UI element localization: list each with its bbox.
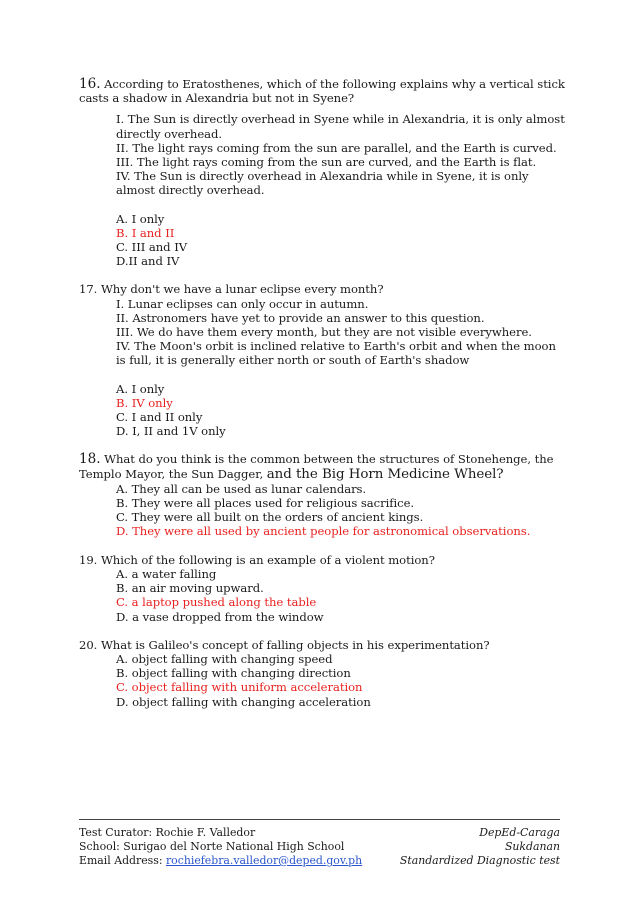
question-text-continued: and the Big Horn Medicine Wheel? [266, 466, 504, 482]
statement: IV. The Sun is directly overhead in Alexandria while in Syene, it is only almost directly overhead. [116, 169, 529, 198]
school-text: School: Surigao del Norte National High School [79, 840, 345, 853]
choice-list [116, 482, 569, 539]
correct-choice: B. IV only [116, 395, 173, 410]
test-name-text: Standardized Diagnostic test [399, 854, 560, 867]
choice: D. object falling with changing acceleration [116, 694, 371, 709]
statement: III. We do have them every month, but they are not visible everywhere. [116, 325, 532, 340]
question-17 [79, 282, 569, 438]
question-number: 19. [79, 552, 98, 567]
division-text: Sukdanan [504, 840, 560, 853]
question-text: Which of the following is an example of a violent motion? [100, 552, 435, 567]
question-number: 16. [79, 76, 101, 92]
choice: D.II and IV [116, 254, 180, 269]
question-19 [79, 553, 569, 624]
choice-list [116, 212, 569, 269]
question-stem [79, 638, 569, 652]
question-number: 18. [79, 451, 101, 468]
question-list [79, 77, 569, 723]
choice-list [116, 382, 569, 439]
question-number: 20. [79, 637, 98, 652]
question-stem [79, 452, 569, 481]
statement-list [116, 112, 569, 197]
choice: B. an air moving upward. [116, 581, 264, 596]
question-stem [79, 282, 569, 296]
choice: C. III and IV [116, 240, 188, 255]
correct-choice: C. object falling with uniform acceleration [116, 680, 363, 695]
question-16 [79, 77, 569, 268]
question-18 [79, 452, 569, 538]
question-stem [79, 77, 569, 105]
choice: A. object falling with changing speed [116, 651, 333, 666]
question-text: According to Eratosthenes, which of the following explains why a vertical stick casts a shadow in Alexandria but not in Syene? [79, 77, 565, 106]
question-20 [79, 638, 569, 709]
correct-choice: C. a laptop pushed along the table [116, 595, 317, 610]
email-line [79, 854, 362, 868]
correct-choice: D. They were all used by ancient people for astronomical observations. [116, 524, 531, 539]
choice: C. I and II only [116, 410, 203, 425]
question-text: What do you think is the common between the structures of Stonehenge, the Templo Mayor, the Sun Dagger, [79, 452, 554, 481]
choice: D. a vase dropped from the window [116, 609, 324, 624]
choice: A. I only [116, 381, 165, 396]
footer-row [79, 826, 560, 840]
choice: B. They were all places used for religious sacrifice. [116, 496, 415, 511]
statement: I. Lunar eclipses can only occur in autumn. [116, 296, 369, 311]
statement: IV. The Moon's orbit is inclined relative to Earth's orbit and when the moon is full, it is generally either north or south of Earth's shadow [116, 339, 556, 368]
email-link[interactable]: rochiefebra.valledor@deped.gov.ph [165, 854, 363, 867]
question-stem [79, 553, 569, 567]
choice: C. They were all built on the orders of ancient kings. [116, 510, 424, 525]
statement-list [116, 297, 569, 368]
choice-list [116, 652, 569, 709]
org-text: DepEd-Caraga [479, 826, 560, 839]
choice-list [116, 567, 569, 624]
choice: A. They all can be used as lunar calendars. [116, 481, 367, 496]
question-number: 17. [79, 282, 98, 297]
question-text: Why don't we have a lunar eclipse every month? [100, 282, 384, 297]
statement: I. The Sun is directly overhead in Syene while in Alexandria, it is only almost directly overhead. [116, 112, 565, 141]
footer-row [79, 840, 560, 854]
choice: D. I, II and 1V only [116, 424, 226, 439]
question-text: What is Galileo's concept of falling objects in his experimentation? [100, 637, 490, 652]
choice: A. I only [116, 211, 165, 226]
statement: II. Astronomers have yet to provide an answer to this question. [116, 310, 485, 325]
correct-choice: B. I and II [116, 225, 175, 240]
curator-text: Test Curator: Rochie F. Valledor [79, 826, 256, 839]
choice: A. a water falling [116, 566, 217, 581]
footer-row [79, 854, 560, 868]
statement: III. The light rays coming from the sun are curved, and the Earth is flat. [116, 155, 537, 170]
page-footer [79, 819, 560, 868]
choice: B. object falling with changing direction [116, 666, 351, 681]
statement: II. The light rays coming from the sun are parallel, and the Earth is curved. [116, 140, 557, 155]
email-label: Email Address: [79, 854, 166, 867]
